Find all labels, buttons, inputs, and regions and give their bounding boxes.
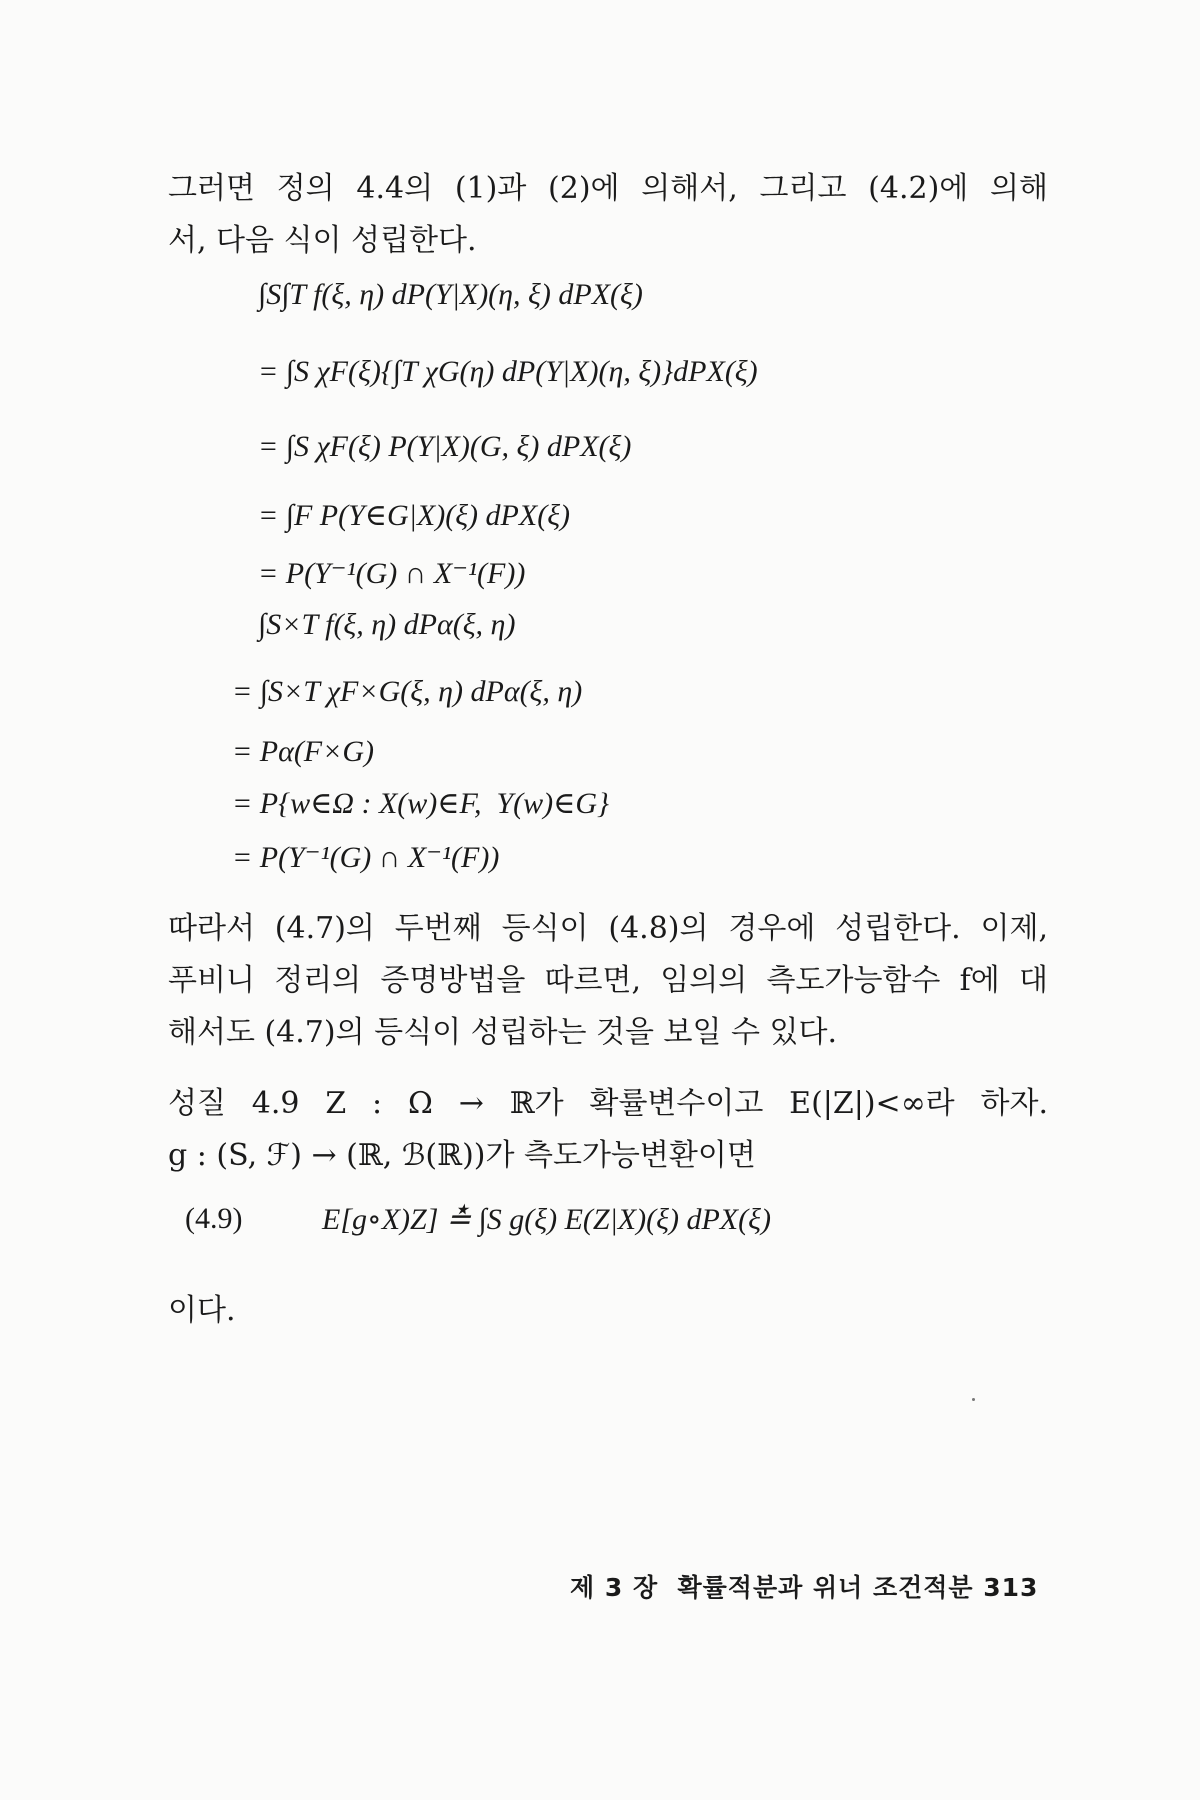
equation-line: = P(Y⁻¹(G) ∩ X⁻¹(F)): [258, 557, 526, 590]
paragraph-intro-line-1: 그러면 정의 4.4의 (1)과 (2)에 의해서, 그리고 (4.2)에 의해: [168, 171, 1048, 206]
paragraph-intro-line-2: 서, 다음 식이 성립한다.: [168, 223, 477, 258]
page-footer: 제 3 장 확률적분과 위너 조건적분 313: [570, 1573, 1039, 1602]
equation-line: = P(Y⁻¹(G) ∩ X⁻¹(F)): [232, 841, 500, 874]
speck-mark: [972, 1398, 975, 1401]
equation-number-4-9: (4.9): [185, 1202, 243, 1235]
property-4-9-line-1: 성질 4.9 Z : Ω → ℝ가 확률변수이고 E(|Z|)<∞라 하자.: [168, 1086, 1048, 1121]
property-4-9-line-2: g : (S, ℱ) → (ℝ, ℬ(ℝ))가 측도가능변환이면: [168, 1138, 756, 1173]
paragraph-fubini-line-2: 푸비니 정리의 증명방법을 따르면, 임의의 측도가능함수 f에 대: [168, 963, 1048, 998]
equation-line: = ∫S×T χF×G(ξ, η) dPα(ξ, η): [232, 675, 583, 708]
equation-4-9: E[g∘X)Z] ≛ ∫S g(ξ) E(Z|X)(ξ) dPX(ξ): [322, 1203, 771, 1236]
paragraph-fubini-line-3: 해서도 (4.7)의 등식이 성립하는 것을 보일 수 있다.: [168, 1015, 838, 1050]
equation-line: = P{w∈Ω : X(w)∈F, Y(w)∈G}: [232, 787, 609, 820]
paragraph-fubini-line-1: 따라서 (4.7)의 두번째 등식이 (4.8)의 경우에 성립한다. 이제,: [168, 911, 1048, 946]
property-4-9: [168, 1078, 1048, 1182]
closing-text: 이다.: [168, 1293, 236, 1328]
equation-line: ∫S×T f(ξ, η) dPα(ξ, η): [258, 608, 516, 641]
paragraph-intro: [168, 163, 1048, 267]
equation-line: ∫S∫T f(ξ, η) dP(Y|X)(η, ξ) dPX(ξ): [258, 278, 643, 311]
equation-line: = ∫F P(Y∈G|X)(ξ) dPX(ξ): [258, 499, 571, 532]
paragraph-fubini: [168, 903, 1048, 1059]
equation-line: = ∫S χF(ξ) P(Y|X)(G, ξ) dPX(ξ): [258, 430, 632, 463]
equation-line: = Pα(F×G): [232, 735, 375, 768]
equation-line: = ∫S χF(ξ){∫T χG(η) dP(Y|X)(η, ξ)}dPX(ξ): [258, 355, 758, 388]
